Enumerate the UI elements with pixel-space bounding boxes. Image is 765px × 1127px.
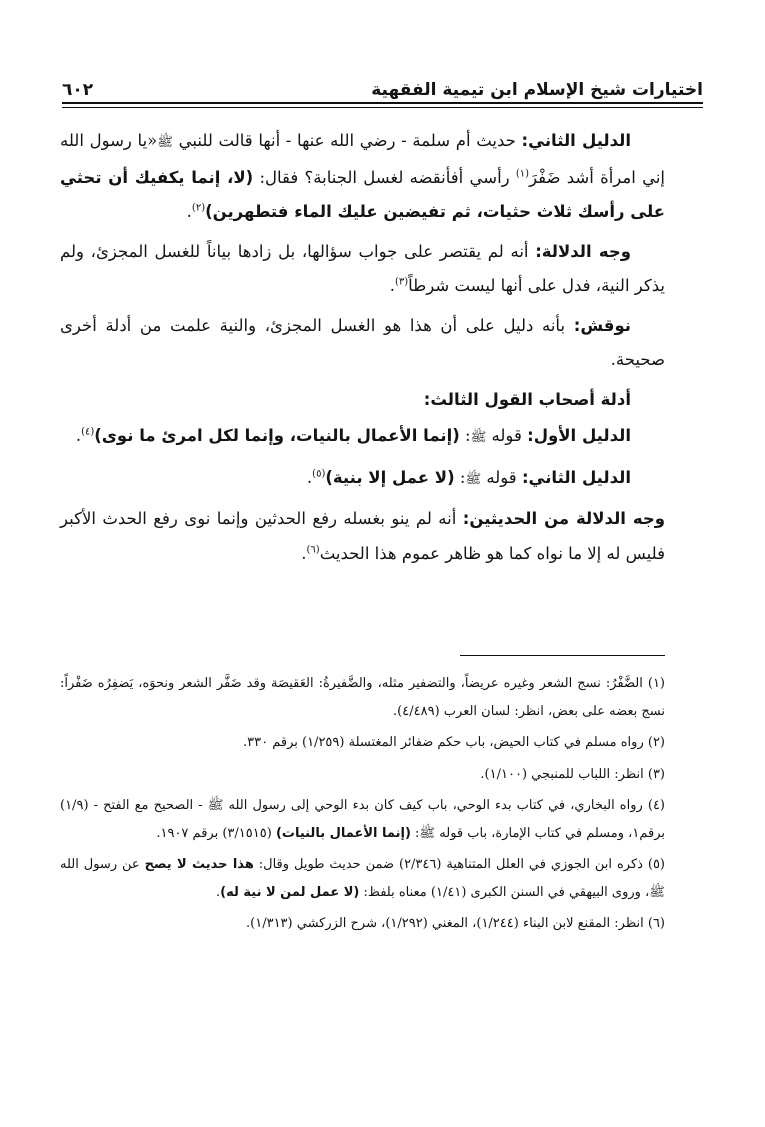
paragraph-text: بأنه دليل على أن هذا هو الغسل المجزئ، والنية علمت من أدلة أخرى صحيحة.: [60, 315, 665, 369]
footnote-bold: هذا حديث لا يصح: [144, 857, 254, 872]
hadith-text: (إنما الأعمال بالنيات، وإنما لكل امرئ ما نوى): [94, 426, 460, 445]
footnote-bold: (إنما الأعمال بالنيات): [275, 825, 411, 841]
footnote-5: [60, 851, 665, 906]
paragraph-end: .: [301, 543, 307, 563]
paragraph-label: الدليل الثاني:: [521, 131, 632, 150]
paragraph-end: .: [186, 202, 192, 221]
paragraph-label: نوقش:: [573, 315, 631, 335]
footnote-6: (٦) انظر: المقنع لابن البناء (١/٢٤٤)، المغني (١/٢٩٢)، شرح الزركشي (١/٣١٣).: [246, 916, 665, 931]
paragraph-text: قوله: [486, 426, 528, 445]
paragraph-text: حديث أم سلمة - رضي الله عنها - أنها قالت للنبي: [173, 131, 522, 150]
footnote-text: :: [410, 825, 420, 841]
footnote-text: عن رسول الله: [60, 857, 145, 872]
footnote-text: ، وروى البيهقي في السنن الكبرى (١/٤١) معناه بلفظ:: [359, 884, 650, 900]
footnote-separator: [460, 655, 665, 656]
hadith-text: (لا، إنما يكفيك أن تحثي على رأسك ثلاث حثيات، ثم تفيضين عليك الماء فتطهرين): [60, 167, 665, 221]
header-rule-thick: [62, 102, 703, 104]
salutation-glyph: ﷺ: [157, 135, 173, 150]
paragraph-label: الدليل الأول:: [527, 426, 631, 445]
salutation-glyph: ﷺ: [465, 471, 482, 487]
paragraph-evidence-one: [60, 419, 665, 456]
paragraph-end: .: [75, 426, 82, 445]
paragraph-end: .: [389, 276, 395, 295]
footnote-ref[interactable]: (٤): [81, 426, 95, 438]
salutation-glyph: ﷺ: [207, 798, 224, 813]
footnote-ref[interactable]: (٢): [191, 202, 206, 214]
footnote-ref[interactable]: (٣): [394, 276, 409, 288]
paragraph-discussion: [60, 309, 665, 378]
salutation-glyph: ﷺ: [419, 825, 436, 841]
footnote-2: (٢) رواه مسلم في كتاب الحيض، باب حكم ضفائر المغتسلة (١/٢٥٩) برقم ٣٣٠.: [242, 735, 665, 750]
salutation-glyph: ﷺ: [649, 884, 665, 900]
hadith-text: (لا عمل إلا بنية): [325, 467, 455, 487]
salutation-glyph: ﷺ: [470, 430, 487, 445]
footnote-text: (٣/١٥١٥) برقم ١٩٠٧.: [156, 825, 276, 841]
paragraph-text: «يا رسول الله إني امرأة أشد ضَفْرَ: [60, 131, 666, 187]
footnotes: [60, 670, 665, 942]
paragraph-end: .: [306, 467, 313, 487]
paragraph-evidence-two: [60, 124, 665, 230]
footnote-ref[interactable]: (٦): [306, 544, 320, 555]
paragraph-evidence-two-b: [60, 461, 665, 498]
header-rule-thin: [62, 107, 703, 108]
paragraph-label: الدليل الثاني:: [521, 467, 631, 487]
paragraph-text: قوله: [481, 467, 522, 487]
paragraph-label: وجه الدلالة من الحديثين:: [462, 509, 665, 528]
footnote-text: .: [216, 884, 221, 900]
footnote-ref[interactable]: (١): [515, 168, 530, 179]
footnote-text: (٤) رواه البخاري، في كتاب بدء الوحي، باب كيف كان بدء الوحي إلى رسول الله: [223, 798, 665, 813]
running-header: [62, 72, 703, 100]
footnote-bold: (لا عمل لمن لا نية له): [220, 884, 360, 900]
paragraph-label: وجه الدلالة:: [535, 241, 631, 261]
running-title: اختيارات شيخ الإسلام ابن تيمية الفقهية: [371, 80, 703, 100]
paragraph-text: :: [459, 426, 471, 445]
paragraph-evidence-aspect: [60, 235, 665, 304]
paragraph-text: أنه لم يقتصر على جواب سؤالها، بل زادها بياناً للغسل المجزئ، ولم يذكر النية، فدل على أنها ليست شرطاً: [60, 241, 665, 295]
footnote-ref[interactable]: (٥): [312, 468, 326, 479]
footnote-4: [60, 792, 665, 847]
paragraph-text: رأسي أفأنقضه لغسل الجنابة؟ فقال:: [253, 167, 516, 187]
footnote-1: (١) الضَّفْرُ: نسج الشعر وغيره عريضاً، والتضفير مثله، والضَّفيرةُ: العَقيصَة وقد ضَفَّر الشعر ونحوَه، يَضفِرُه ضَفْراً: نسج بعضه على بعض، انظر: لسان العرب (٤/٤٨٩).: [60, 676, 665, 719]
footnote-3: (٣) انظر: اللباب للمنبجي (١/١٠٠).: [480, 766, 665, 782]
page-number: ٦٠٢: [62, 80, 94, 100]
paragraph-text: أنه لم ينو بغسله رفع الحدثين وإنما نوى رفع الحدث الأكبر فليس له إلا ما نواه كما هو ظاهر عموم هذا الحديث: [60, 509, 665, 563]
paragraph-text: :: [454, 467, 466, 487]
footnote-text: - الصحيح مع الفتح - (١/٩) برقم١، ومسلم في كتاب الإمارة، باب قوله: [60, 798, 665, 841]
section-heading: أدلة أصحاب القول الثالث:: [423, 389, 631, 409]
footnote-text: (٥) ذكره ابن الجوزي في العلل المتناهية (٢/٣٤٦) ضمن حديث طويل وقال:: [253, 857, 665, 872]
paragraph-evidence-aspect-two: [60, 502, 665, 571]
main-text: [60, 124, 665, 576]
